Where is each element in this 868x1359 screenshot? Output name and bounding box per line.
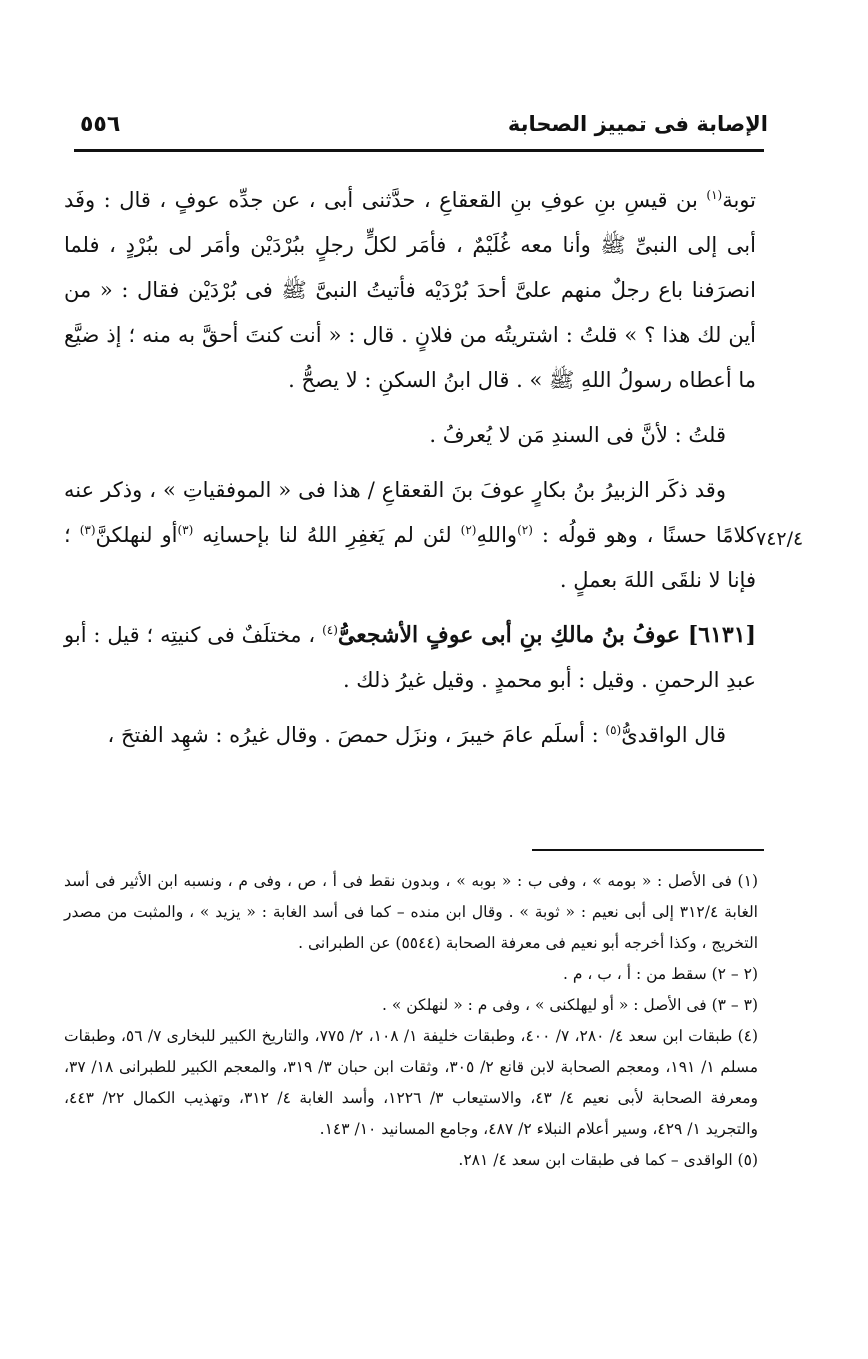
quote-text-end: ؛ فإنا لا نلقَى اللهَ بعملٍ . <box>64 523 756 592</box>
footnote-marker: (٣) <box>177 523 194 537</box>
margin-reference: ٧٤٢/٤ <box>756 528 804 550</box>
entry-heading: [٦١٣١] عوفُ بنُ مالكِ بنِ أبى عوفٍ الأشجعىُّ <box>337 622 756 648</box>
paragraph-entry <box>64 613 756 703</box>
footnote-marker: (١) <box>706 188 723 202</box>
header-rule <box>74 149 764 152</box>
waqidi-text: : أسلَم عامَ خيبرَ ، ونزَل حمصَ . وقال غيرُه : شهِد الفتحَ ، <box>107 723 606 747</box>
footnote-3: (٣ – ٣) فى الأصل : « أو ليهلكنى » ، وفى م : « لنهلكن » . <box>381 996 758 1014</box>
footnote-marker: (٣) <box>79 523 96 537</box>
zubayr-text: وقد ذكَر الزبيرُ بنُ بكارٍ عوفَ بنَ القعقاعِ / هذا فى « الموفقياتِ » ، وذكر عنه كلامًا حسنًا ، وهو قولُه : <box>64 478 757 547</box>
paragraph-waqidi <box>64 713 756 758</box>
footnote-marker: (٥) <box>605 723 622 737</box>
main-text <box>64 178 756 758</box>
quote-text-variant: أو لنهلكنَّ <box>95 523 178 547</box>
waqidi-name: قال الواقدىُّ <box>621 723 726 747</box>
running-header <box>80 104 768 144</box>
footnote-2: (٢ – ٢) سقط من : أ ، ب ، م . <box>562 965 758 983</box>
narration-text: بن قيسِ بنِ عوفِ بنِ القعقاعِ ، حدَّثنى أبى ، عن جدِّه عوفٍ ، قال : وفَد أبى إلى النبىِّ ﷺ وأنا معه غُلَيْمٌ ، فأمَر لكلٍّ رجلٍ ببُرْدَيْن وأمَر لى ببُرْدٍ ، فلما انصرَفنا باع رجلٌ منهم علىَّ أحدَ بُرْدَيْه فأتيتُ النبىَّ ﷺ فى بُرْدَيْن فقال : « من أين لك هذا ؟ » قلتُ : اشتريتُه من فلانٍ . قال : « أنت كنتَ أحقَّ به منه ؛ إذ ضيَّع ما أعطاه رسولُ اللهِ ﷺ » . قال ابنُ السكنِ : لا يصحُّ . <box>64 188 756 392</box>
footnote-marker: (٢) <box>460 523 477 537</box>
footnote-4: (٤) طبقات ابن سعد ٤/ ٢٨٠، ٧/ ٤٠٠، وطبقات خليفة ١/ ١٠٨، ٢/ ٧٧٥، والتاريخ الكبير للبخارى ٧/ ٥٦، وطبقات مسلم ١/ ١٩١، ومعجم الصحابة لابن قانع ٢/ ٣٠٥، وثقات ابن حبان ٣/ ٣١٩، والمعجم الكبير للطبرانى ١٨/ ٣٧، ومعرفة الصحابة لأبى نعيم ٤/ ٤٣، والاستيعاب ٣/ ١٢٢٦، وأسد الغابة ٤/ ٣١٢، وتهذيب الكمال ٢٢/ ٤٤٣، والتجريد ١/ ٤٢٩، وسير أعلام النبلاء ٢/ ٤٨٧، وجامع المسانيد ١٠/ ١٤٣. <box>64 1027 759 1138</box>
entry-text: ، مختلَفٌ فى كنيتِه ؛ قيل : أبو عبدِ الرحمنِ . وقيل : أبو محمدٍ . وقيل غيرُ ذلك . <box>64 623 756 692</box>
footnote-1: (١) فى الأصل : « بومه » ، وفى ب : « بوبه » ، وبدون نقط فى أ ، ص ، وفى م ، ونسبه ابن الأثير فى أسد الغابة ٣١٢/٤ إلى أبى نعيم : « ثوبة » . وقال ابن منده – كما فى أسد الغابة : « يزيد » ، والمثبت من مصدر التخريج ، وكذا أخرجه أبو نعيم فى معرفة الصحابة (٥٥٤٤) عن الطبرانى . <box>64 872 758 952</box>
narrator-name: توبة <box>722 188 756 212</box>
oath-text: واللهِ <box>476 523 518 547</box>
footnotes <box>64 866 758 1176</box>
footnote-5: (٥) الواقدى – كما فى طبقات ابن سعد ٤/ ٢٨١. <box>458 1151 758 1169</box>
quote-text: لئن لم يَغفِرِ اللهُ لنا بإحسانِه <box>193 523 461 547</box>
footnote-marker: (٤) <box>322 623 338 637</box>
paragraph-narration <box>64 178 756 403</box>
page-number: ٥٥٦ <box>80 111 121 137</box>
book-title: الإصابة فى تمييز الصحابة <box>507 112 768 136</box>
paragraph-comment: قلتُ : لأنَّ فى السندِ مَن لا يُعرفُ . <box>429 423 726 447</box>
footnote-rule <box>532 849 764 851</box>
footnote-marker: (٢) <box>517 523 533 537</box>
paragraph-zubayr <box>64 468 756 603</box>
